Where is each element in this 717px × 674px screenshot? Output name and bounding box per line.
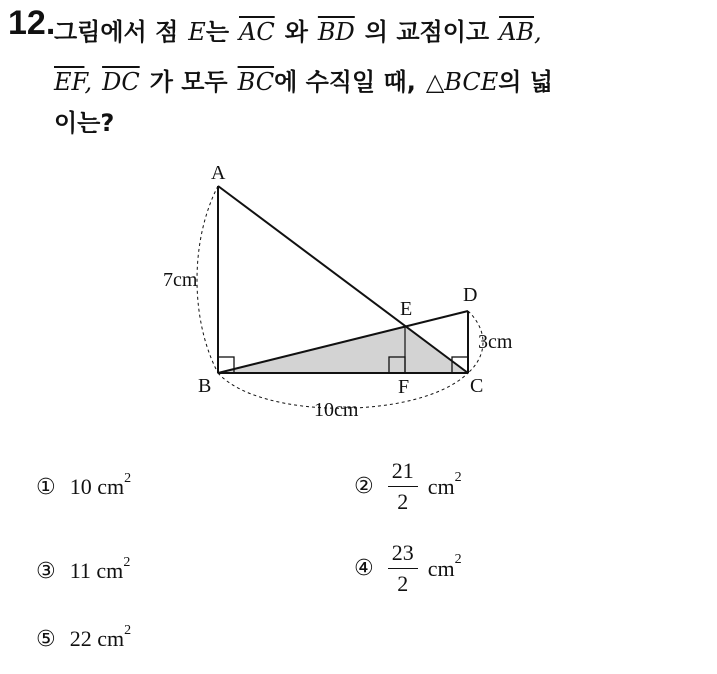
triangle-bce-shade bbox=[218, 326, 468, 373]
question-text: 그림에서 점 bbox=[54, 18, 179, 46]
point-label-b: B bbox=[198, 375, 212, 397]
choice-2[interactable] bbox=[354, 458, 462, 515]
choice-unit: cm bbox=[97, 474, 125, 499]
question-number: 12. bbox=[8, 4, 56, 42]
point-e-symbol: E bbox=[188, 18, 206, 46]
choice-unit: cm bbox=[427, 555, 455, 581]
segment-bd: $\overline{BD}$ bbox=[317, 18, 355, 46]
fraction bbox=[388, 458, 418, 515]
segment-dc: $\overline{DC}$ bbox=[102, 68, 140, 96]
triangle-bce: BCE bbox=[444, 68, 499, 96]
choice-exponent: 2 bbox=[123, 554, 131, 570]
point-label-d: D bbox=[463, 284, 478, 306]
choice-exponent: 2 bbox=[124, 470, 132, 486]
segment-ef: $\overline{EF}$ bbox=[54, 68, 85, 96]
choice-value: 22 bbox=[69, 626, 92, 651]
point-label-a: A bbox=[211, 162, 226, 184]
question-text: 와 bbox=[284, 18, 308, 46]
question-text: 의 교점이고 bbox=[364, 18, 490, 46]
fraction-numerator: 21 bbox=[388, 458, 418, 487]
question-line-3: 이는? bbox=[54, 109, 115, 137]
comma: , bbox=[534, 18, 542, 46]
length-label-bc: 10cm bbox=[314, 399, 359, 421]
comma: , bbox=[84, 68, 93, 96]
triangle-icon: △ bbox=[425, 68, 445, 96]
question-text: 가 모두 bbox=[149, 68, 228, 96]
choice-exponent: 2 bbox=[124, 622, 132, 638]
segment-bc: $\overline{BC}$ bbox=[237, 68, 275, 96]
choice-unit: cm bbox=[427, 473, 455, 499]
point-label-e: E bbox=[400, 298, 413, 320]
choice-exponent: 2 bbox=[454, 470, 462, 486]
choice-value: 11 bbox=[69, 558, 91, 583]
segment-ab: $\overline{AB}$ bbox=[499, 18, 535, 46]
point-label-c: C bbox=[470, 375, 484, 397]
length-label-dc: 3cm bbox=[478, 331, 513, 353]
choice-1[interactable] bbox=[36, 470, 132, 500]
question-text: 에 수직일 때, bbox=[274, 68, 416, 96]
length-label-ab: 7cm bbox=[163, 269, 198, 291]
choice-unit: cm bbox=[97, 626, 125, 651]
fraction-denominator: 2 bbox=[397, 489, 409, 514]
choice-value: 10 bbox=[69, 474, 92, 499]
choice-marker: ④ bbox=[354, 556, 374, 581]
question-text: 의 넓 bbox=[498, 68, 553, 96]
fraction bbox=[388, 540, 418, 597]
fraction-denominator: 2 bbox=[397, 571, 409, 596]
choice-3[interactable] bbox=[36, 554, 131, 584]
point-label-f: F bbox=[398, 376, 410, 398]
arc-ab bbox=[197, 186, 218, 373]
choice-marker: ② bbox=[354, 474, 374, 499]
fraction-numerator: 23 bbox=[388, 540, 418, 569]
choice-5[interactable] bbox=[36, 622, 132, 652]
choice-marker: ③ bbox=[36, 558, 56, 584]
choice-4[interactable] bbox=[354, 540, 462, 597]
segment-ac: $\overline{AC}$ bbox=[239, 18, 275, 46]
choice-marker: ⑤ bbox=[36, 626, 56, 652]
choice-marker: ① bbox=[36, 474, 56, 500]
choice-exponent: 2 bbox=[454, 552, 462, 568]
question-text: 는 bbox=[205, 18, 229, 46]
choice-unit: cm bbox=[96, 558, 124, 583]
